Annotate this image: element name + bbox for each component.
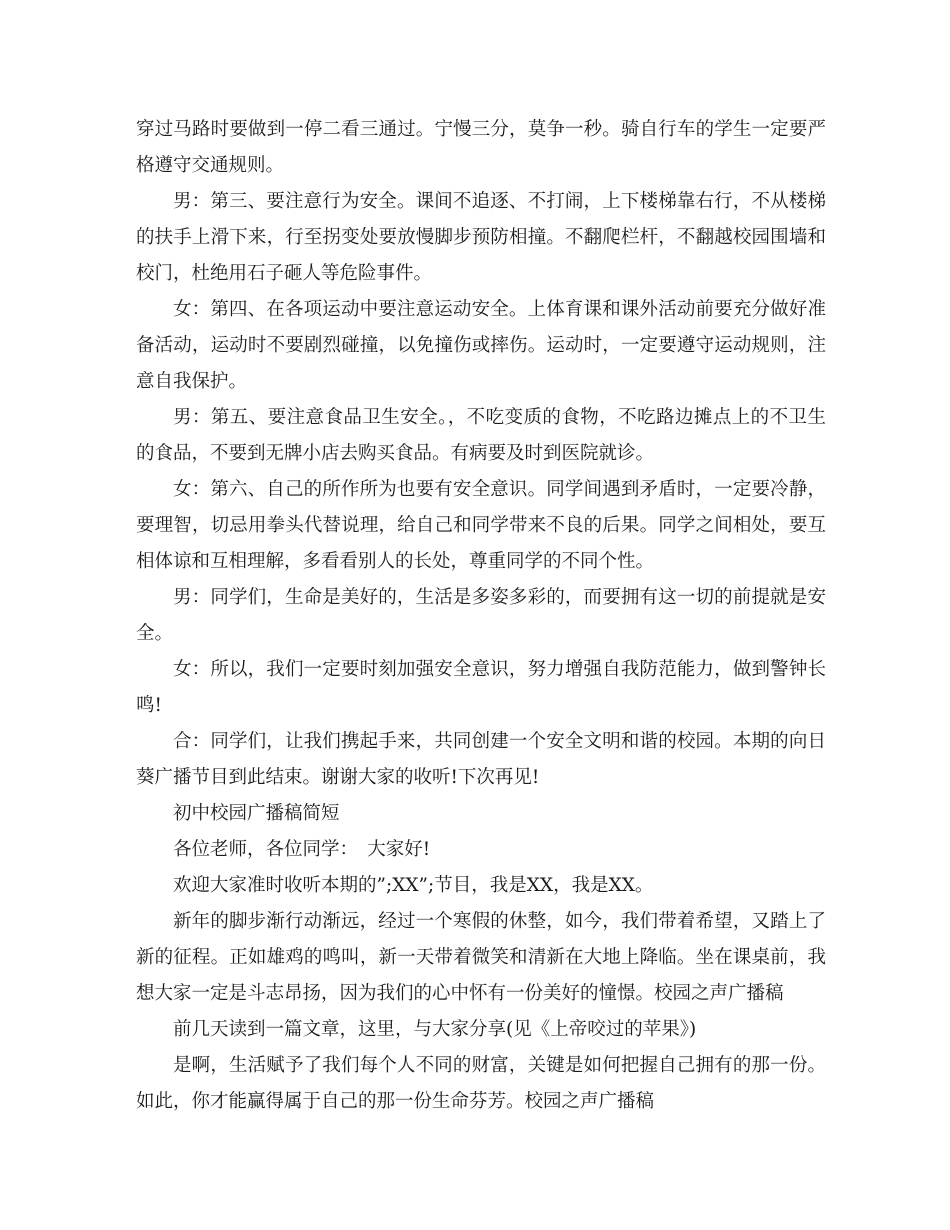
paragraph-greeting: 各位老师，各位同学： 大家好! [173,839,431,860]
paragraph-food-safety: 男：第五、要注意食品卫生安全。，不吃变质的食物，不吃路边摊点上的不卫生的食品，不要到无牌小店去购买食品。有病要及时到医院就诊。 [136,407,826,464]
paragraph-strengthen-awareness: 女：所以，我们一定要时刻加强安全意识，努力增强自我防范能力，做到警钟长鸣! [136,659,826,716]
document-body [136,112,826,1120]
paragraph-behavior-safety: 男：第三、要注意行为安全。课间不追逐、不打闹，上下楼梯靠右行，不从楼梯的扶手上滑下来，行至拐变处要放慢脚步预防相撞。不翻爬栏杆，不翻越校园围墙和校门，杜绝用石子砸人等危险事件。 [136,191,826,284]
paragraph-life-is-beautiful: 男：同学们，生命是美好的，生活是多姿多彩的，而要拥有这一切的前提就是安全。 [136,587,826,644]
paragraph-closing: 合：同学们，让我们携起手来，共同创建一个安全文明和谐的校园。本期的向日葵广播节目到此结束。谢谢大家的收听!下次再见! [136,731,826,788]
paragraph-sports-safety: 女：第四、在各项运动中要注意运动安全。上体育课和课外活动前要充分做好准备活动，运动时不要剧烈碰撞，以免撞伤或摔伤。运动时，一定要遵守运动规则，注意自我保护。 [136,299,826,392]
paragraph-article-share: 前几天读到一篇文章，这里，与大家分享(见《上帝咬过的苹果》) [173,1019,697,1040]
paragraph-new-year: 新年的脚步渐行动渐远，经过一个寒假的休整，如今，我们带着希望，又踏上了新的征程。正如雄鸡的鸣叫，新一天带着微笑和清新在大地上降临。坐在课桌前，我想大家一定是斗志昂扬，因为我们的心中怀有一份美好的憧憬。校园之声广播稿 [136,911,826,1004]
paragraph-welcome: 欢迎大家准时收听本期的”;XX”;节目，我是XX，我是XX。 [173,875,654,896]
paragraph-traffic-rules: 穿过马路时要做到一停二看三通过。宁慢三分，莫争一秒。骑自行车的学生一定要严格遵守交通规则。 [136,119,826,176]
section-title: 初中校园广播稿简短 [173,803,340,824]
paragraph-life-wealth: 是啊，生活赋予了我们每个人不同的财富，关键是如何把握自己拥有的那一份。如此，你才能赢得属于自己的那一份生命芬芳。校园之声广播稿 [136,1055,826,1112]
paragraph-conduct-safety: 女：第六、自己的所作所为也要有安全意识。同学间遇到矛盾时，一定要冷静，要理智，切忌用拳头代替说理，给自己和同学带来不良的后果。同学之间相处，要互相体谅和互相理解，多看看别人的长处，尊重同学的不同个性。 [136,479,826,572]
